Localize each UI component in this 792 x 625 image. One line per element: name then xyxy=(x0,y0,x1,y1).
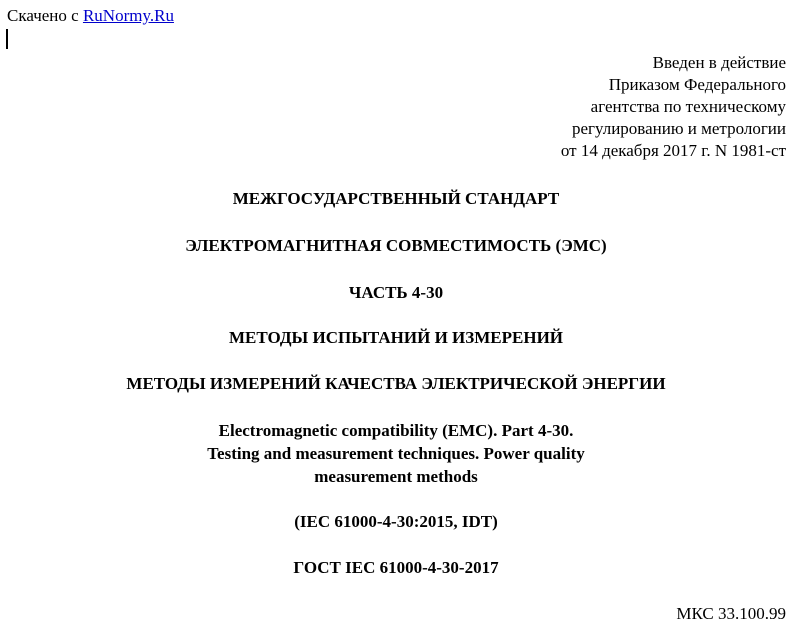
english-title xyxy=(0,419,792,488)
gost-number: ГОСТ IEC 61000-4-30-2017 xyxy=(293,558,499,577)
approval-block xyxy=(561,52,786,162)
text-cursor xyxy=(6,29,8,49)
mks-code: МКС 33.100.99 xyxy=(676,604,786,623)
english-title-line: measurement methods xyxy=(314,467,478,486)
methods-heading: МЕТОДЫ ИСПЫТАНИЙ И ИЗМЕРЕНИЙ xyxy=(228,328,564,347)
emc-heading: ЭЛЕКТРОМАГНИТНАЯ СОВМЕСТИМОСТЬ (ЭМС) xyxy=(185,236,607,255)
approval-line: регулированию и метрологии xyxy=(571,119,786,138)
measurement-heading: МЕТОДЫ ИЗМЕРЕНИЙ КАЧЕСТВА ЭЛЕКТРИЧЕСКОЙ ЭНЕРГИИ xyxy=(126,374,666,393)
approval-line: агентства по техническому xyxy=(590,97,786,116)
part-heading: ЧАСТЬ 4-30 xyxy=(348,283,444,302)
approval-line: Введен в действие xyxy=(652,53,786,72)
approval-line: от 14 декабря 2017 г. N 1981-ст xyxy=(560,141,786,160)
downloaded-prefix: Скачено с xyxy=(7,6,83,25)
runormy-link[interactable]: RuNormy.Ru xyxy=(82,6,174,25)
english-title-line: Testing and measurement techniques. Power quality xyxy=(207,444,585,463)
english-title-line: Electromagnetic compatibility (EMC). Part 4-30. xyxy=(218,421,574,440)
approval-line: Приказом Федерального xyxy=(608,75,786,94)
standard-type-heading: МЕЖГОСУДАРСТВЕННЫЙ СТАНДАРТ xyxy=(232,189,560,208)
iec-reference: (IEC 61000-4-30:2015, IDT) xyxy=(294,512,498,531)
downloaded-from-line xyxy=(7,6,174,26)
